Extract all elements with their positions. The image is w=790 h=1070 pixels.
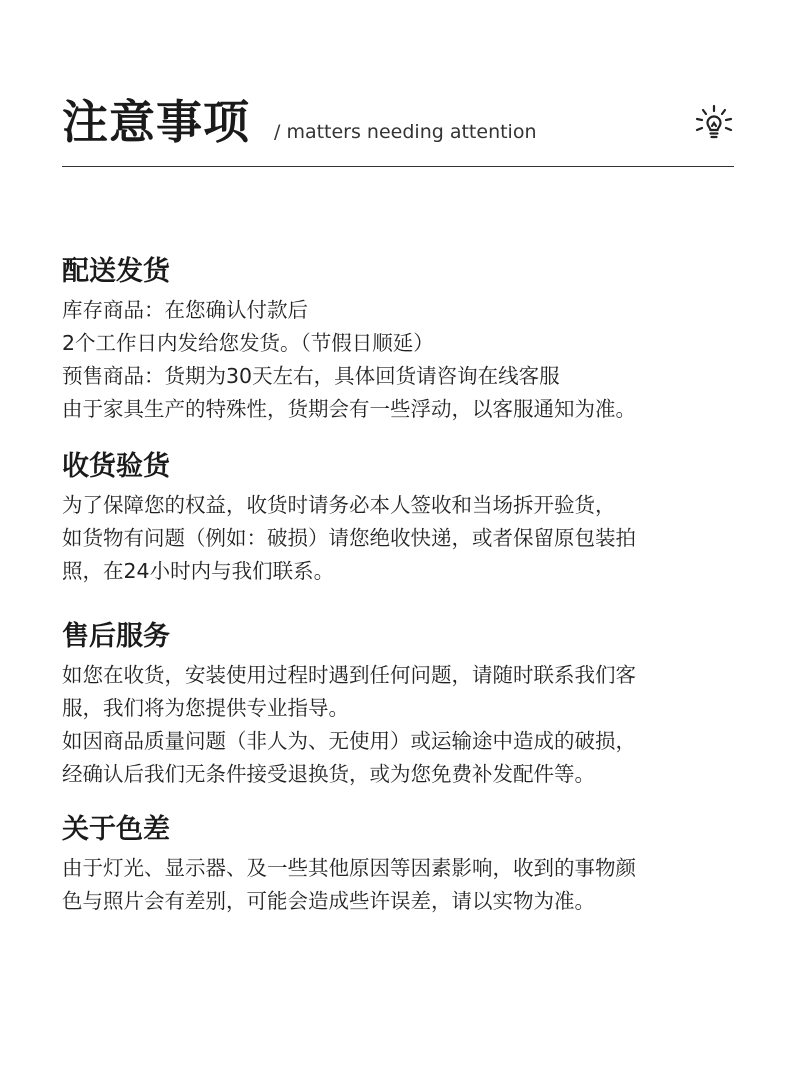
section-text-line: 库存商品：在您确认付款后 bbox=[62, 298, 308, 322]
section-text-line: 经确认后我们无条件接受退换货，或为您免费补发配件等。 bbox=[62, 762, 595, 786]
header-divider bbox=[62, 166, 734, 167]
section-text-line: 如因商品质量问题（非人为、无使用）或运输途中造成的破损， bbox=[62, 729, 636, 753]
section-text-line: 如货物有问题（例如：破损）请您绝收快递，或者保留原包装拍 bbox=[62, 526, 636, 550]
section-text-line: 预售商品：货期为30天左右，具体回货请咨询在线客服 bbox=[62, 364, 560, 388]
section-text-line: 照，在24小时内与我们联系。 bbox=[62, 559, 335, 583]
section-text-line: 由于家具生产的特殊性，货期会有一些浮动，以客服通知为准。 bbox=[62, 397, 636, 421]
section-inspection bbox=[62, 449, 742, 588]
section-title: 关于色差 bbox=[62, 814, 170, 845]
section-title: 售后服务 bbox=[62, 621, 170, 652]
page-header bbox=[62, 92, 734, 152]
section-text-line: 如您在收货，安装使用过程时遇到任何问题，请随时联系我们客 bbox=[62, 663, 636, 687]
page-title: 注意事项 bbox=[62, 95, 250, 149]
section-text-line: 为了保障您的权益，收货时请务必本人签收和当场拆开验货， bbox=[62, 493, 616, 517]
section-text-line: 2个工作日内发给您发货。（节假日顺延） bbox=[62, 331, 434, 355]
section-after-sales bbox=[62, 619, 742, 791]
lightbulb-icon bbox=[694, 104, 734, 144]
section-title: 收货验货 bbox=[62, 451, 170, 482]
section-shipping bbox=[62, 254, 742, 426]
section-text-line: 服，我们将为您提供专业指导。 bbox=[62, 696, 349, 720]
section-title: 配送发货 bbox=[62, 256, 170, 287]
page-subtitle: / matters needing attention bbox=[274, 121, 537, 143]
section-color-difference bbox=[62, 812, 742, 918]
section-text-line: 由于灯光、显示器、及一些其他原因等因素影响，收到的事物颜 bbox=[62, 856, 636, 880]
section-text-line: 色与照片会有差别，可能会造成些许误差，请以实物为准。 bbox=[62, 889, 595, 913]
